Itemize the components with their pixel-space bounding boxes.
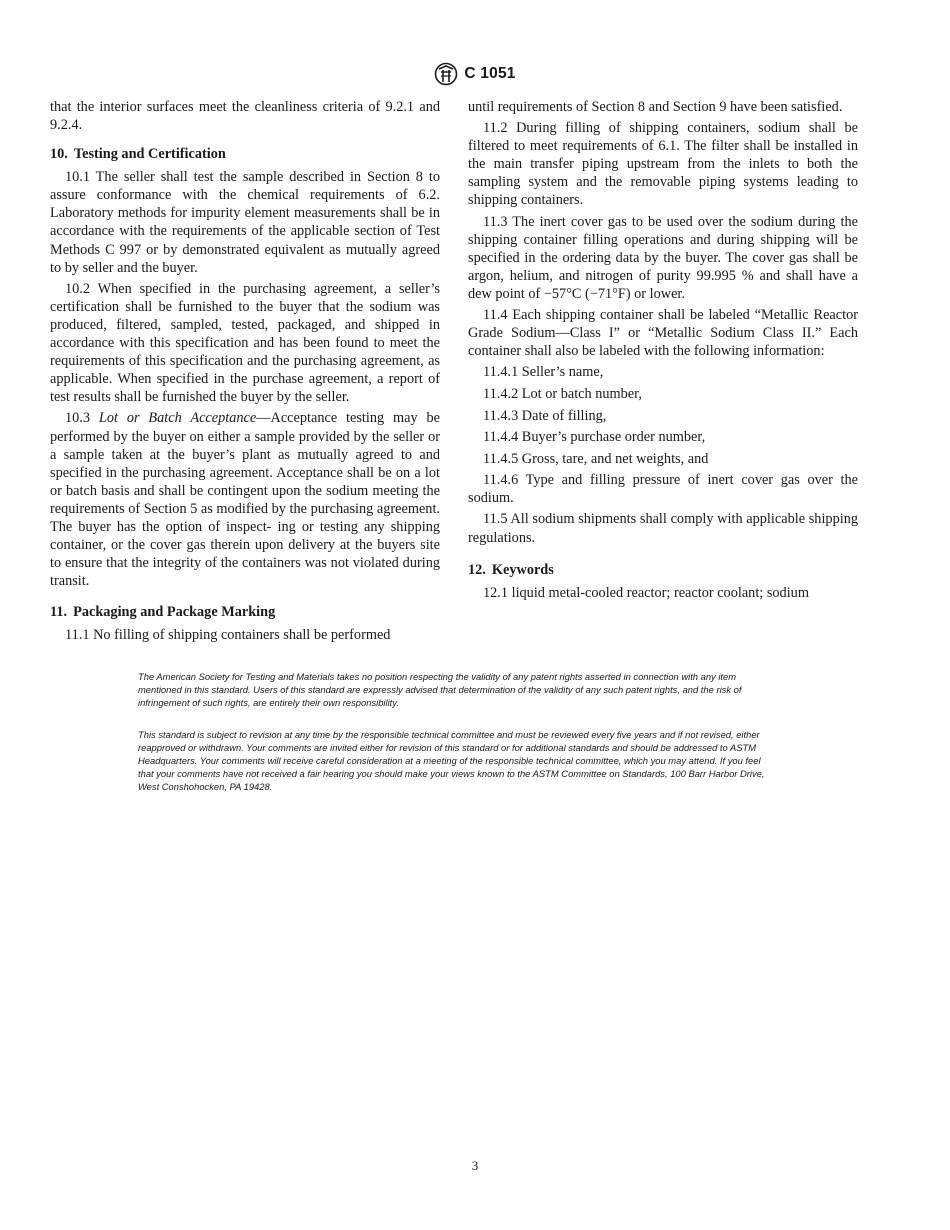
- paragraph-10-2: 10.2 When specified in the purchasing agreement, a seller’s certification shall be furnished to the buyer that the sodium was produced, filtered, sampled, tested, packaged, and shipped in accordance with this specification and has been found to meet the requirements of this specification and the purchasing agreement, as applicable. When specified in the purchase agreement, a report of test results shall be furnished the buyer by the seller.: [50, 280, 440, 406]
- list-item: 11.4.3 Date of filling,: [483, 407, 607, 424]
- section-11-heading: [50, 603, 440, 621]
- paragraph-11-5: 11.5 All sodium shipments shall comply with applicable shipping regulations.: [468, 511, 858, 546]
- paragraph-11-4-6: 11.4.6 Type and filling pressure of inert cover gas over the sodium.: [468, 472, 858, 507]
- paragraph-11-3: 11.3 The inert cover gas to be used over the sodium during the shipping container filling operations and during shipping will be specified in the ordering data by the buyer. The cover gas shall be argon, helium, and nitrogen of purity 99.995 % and shall have a dew point of −57°C (−71°F) or lower.: [468, 213, 858, 302]
- paragraph-11-1-continued: until requirements of Section 8 and Section 9 have been satisfied.: [468, 99, 843, 115]
- page-number: 3: [471, 1158, 479, 1173]
- section-number: 10.: [50, 146, 68, 163]
- patent-notice: The American Society for Testing and Materials takes no position respecting the validity of any patent rights asserted in connection with any item mentioned in this standard. Users of this standard are expressly advised that determination of the validity of any such patent rights, and the risk of infringement of such rights, are entirely their own responsibility.: [138, 671, 742, 708]
- astm-logo-icon: [434, 62, 458, 86]
- page-header: [0, 62, 950, 86]
- defined-term: Lot or Batch Acceptance: [98, 410, 257, 427]
- list-item: 11.4.5 Gross, tare, and net weights, and: [483, 450, 709, 467]
- paragraph-10-3: [50, 409, 440, 590]
- list-item: 11.4.2 Lot or batch number,: [483, 385, 642, 402]
- section-12-heading: [468, 561, 858, 579]
- standard-designation: C 1051: [464, 65, 516, 82]
- list-item: 11.4.4 Buyer’s purchase order number,: [483, 429, 706, 446]
- section-title: Keywords: [491, 561, 554, 578]
- paragraph-11-2: 11.2 During filling of shipping containers, sodium shall be filtered to meet requirements of 6.1. The filter shall be installed in the main transfer piping upstream from the inlets to both the sampling system and the removable piping systems leading to shipping containers.: [468, 120, 858, 209]
- paragraph-11-1: 11.1 No filling of shipping containers shall be performed: [65, 627, 391, 644]
- paragraph-text: —Acceptance testing may be performed by the buyer on either a sample provided by the seller or a sample taken at the buyer’s plant as mutually agreed to and specified in the purchasing agreement. Acceptance shall be on a lot or batch basis and shall be contingent upon the sodium meeting the requirements of Section 5 as modified by the purchasing agreement. The buyer has the option of inspect- ing or testing any shipping container, or the cover gas therein upon delivery at the buyers site to ensure that the integrity of the containers was not violated during transit.: [50, 410, 440, 590]
- section-number: 12.: [468, 561, 486, 578]
- revision-notice: This standard is subject to revision at any time by the responsible technical committee and must be reviewed every five years and if not revised, either reapproved or withdrawn. Your comments are invited either for revision of this standard or for additional standards and should be addressed to ASTM Headquarters. Your comments will receive careful consideration at a meeting of the responsible technical committee, which you may attend. If you feel that your comments have not received a fair hearing you should make your views known to the ASTM Committee on Standards, 100 Barr Harbor Drive, West Conshohocken, PA 19428.: [138, 729, 765, 792]
- section-title: Packaging and Package Marking: [73, 604, 276, 621]
- paragraph-number: 10.3: [65, 410, 91, 427]
- paragraph-9-continued: that the interior surfaces meet the cleanliness criteria of 9.2.1 and 9.2.4.: [50, 99, 440, 134]
- right-column: [468, 98, 858, 605]
- paragraph-10-1: 10.1 The seller shall test the sample described in Section 8 to assure conformance with the chemical requirements of 6.2. Laboratory methods for impurity element measurements shall be in accordance with the requirements of the applicable section of Test Methods C 997 or by demonstrated equivalent as mutually agreed to by seller and the buyer.: [50, 169, 440, 276]
- section-number: 11.: [50, 604, 68, 621]
- section-title: Testing and Certification: [73, 146, 226, 163]
- list-item: 11.4.1 Seller’s name,: [483, 364, 604, 381]
- paragraph-12-1: 12.1 liquid metal-cooled reactor; reactor coolant; sodium: [483, 584, 809, 601]
- paragraph-11-4: 11.4 Each shipping container shall be labeled “Metallic Reactor Grade Sodium—Class I” or “Metallic Sodium Class II.” Each container shall also be labeled with the following information:: [468, 307, 858, 360]
- left-column: [50, 98, 440, 647]
- section-10-heading: [50, 145, 440, 163]
